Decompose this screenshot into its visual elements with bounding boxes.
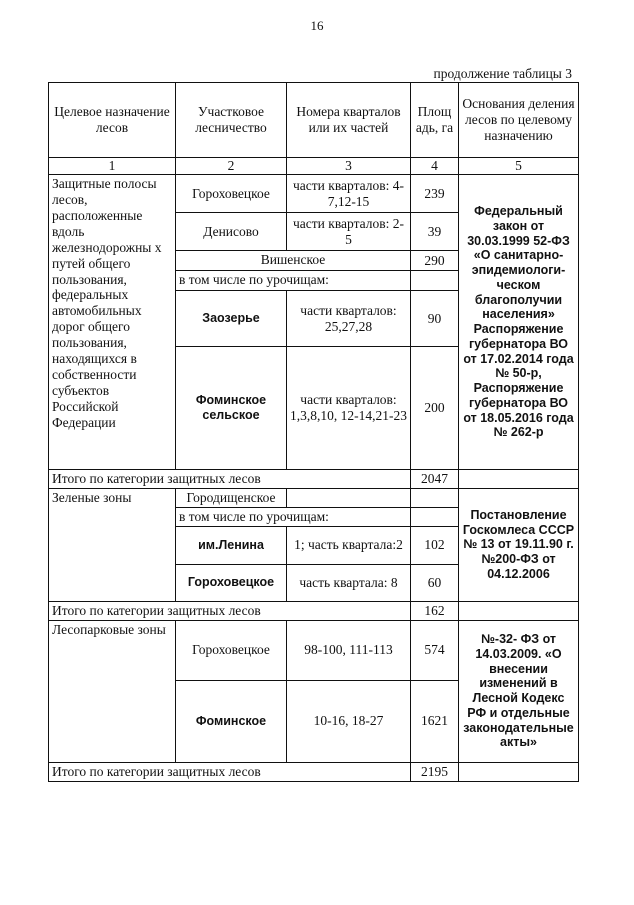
- purpose-green-zones: Зеленые зоны: [49, 488, 176, 601]
- purpose-protective-strips: Защитные полосы лесов, расположенные вдоль железнодорожны х путей общего пользования, федеральных автомобильных дорог общего пользования, находящихся в собственности субъектов Российской Федерации: [49, 175, 176, 470]
- quarters-cell: части кварталов: 25,27,28: [287, 291, 411, 347]
- empty-cell: [459, 762, 579, 781]
- col-number: 4: [411, 158, 459, 175]
- col-number: 3: [287, 158, 411, 175]
- forestry-cell: Фоминское: [176, 680, 287, 762]
- quarters-cell: части кварталов: 4-7,12-15: [287, 175, 411, 213]
- area-cell: 1621: [411, 680, 459, 762]
- forestry-cell: Городищенское: [176, 488, 287, 507]
- quarters-cell: части кварталов: 1,3,8,10, 12-14,21-23: [287, 347, 411, 470]
- including-tracts-label: в том числе по урочищам:: [176, 507, 411, 526]
- table-row: [49, 175, 579, 213]
- col-number: 2: [176, 158, 287, 175]
- area-cell: 200: [411, 347, 459, 470]
- forestry-cell: Заозерье: [176, 291, 287, 347]
- total-row: [49, 470, 579, 489]
- quarters-cell: часть квартала: 8: [287, 564, 411, 601]
- total-value: 2195: [411, 762, 459, 781]
- header-quarters: Номера кварталов или их частей: [287, 83, 411, 158]
- total-label: Итого по категории защитных лесов: [49, 470, 411, 489]
- basis-cell: №-32- ФЗ от 14.03.2009. «О внесении изменений в Лесной Кодекс РФ и отдельные законодательные акты»: [459, 620, 579, 762]
- forestry-cell: Денисово: [176, 213, 287, 251]
- including-tracts-label: в том числе по урочищам:: [176, 271, 411, 291]
- forestry-cell: Вишенское: [176, 251, 411, 271]
- header-forestry: Участковое лесничество: [176, 83, 287, 158]
- col-number: 1: [49, 158, 176, 175]
- forestry-cell: Гороховецкое: [176, 620, 287, 680]
- forestry-cell: Гороховецкое: [176, 564, 287, 601]
- table-row: [49, 620, 579, 680]
- quarters-cell: [287, 488, 411, 507]
- column-number-row: [49, 158, 579, 175]
- header-row: [49, 83, 579, 158]
- area-cell: [411, 507, 459, 526]
- quarters-cell: 1; часть квартала:2: [287, 526, 411, 564]
- header-basis: Основания деления лесов по целевому назначению: [459, 83, 579, 158]
- quarters-cell: 98-100, 111-113: [287, 620, 411, 680]
- table-row: [49, 488, 579, 507]
- total-value: 2047: [411, 470, 459, 489]
- forestry-cell: им.Ленина: [176, 526, 287, 564]
- area-cell: 290: [411, 251, 459, 271]
- header-area: Площ адь, га: [411, 83, 459, 158]
- col-number: 5: [459, 158, 579, 175]
- area-cell: 102: [411, 526, 459, 564]
- area-cell: [411, 271, 459, 291]
- purpose-forest-park-zones: Лесопарковые зоны: [49, 620, 176, 762]
- total-row: [49, 762, 579, 781]
- table-continuation-label: продолжение таблицы 3: [433, 66, 572, 81]
- area-cell: [411, 488, 459, 507]
- total-value: 162: [411, 601, 459, 620]
- forestry-cell: Гороховецкое: [176, 175, 287, 213]
- page-number: 16: [310, 18, 324, 33]
- total-label: Итого по категории защитных лесов: [49, 601, 411, 620]
- quarters-cell: 10-16, 18-27: [287, 680, 411, 762]
- area-cell: 90: [411, 291, 459, 347]
- empty-cell: [459, 601, 579, 620]
- header-purpose: Целевое назначение лесов: [49, 83, 176, 158]
- area-cell: 239: [411, 175, 459, 213]
- area-cell: 39: [411, 213, 459, 251]
- forest-purpose-table: [48, 82, 579, 782]
- area-cell: 574: [411, 620, 459, 680]
- empty-cell: [459, 470, 579, 489]
- basis-cell: Постановление Госкомлеса СССР № 13 от 19.11.90 г. №200-ФЗ от 04.12.2006: [459, 488, 579, 601]
- total-row: [49, 601, 579, 620]
- area-cell: 60: [411, 564, 459, 601]
- total-label: Итого по категории защитных лесов: [49, 762, 411, 781]
- forestry-cell: Фоминское сельское: [176, 347, 287, 470]
- basis-cell: Федеральный закон от 30.03.1999 52-ФЗ «О санитарно-эпидемиологи-ческом благополучии населения» Распоряжение губернатора ВО от 17.02.2014 года № 50-р, Распоряжение губернатора ВО от 18.05.2016 года № 262-р: [459, 175, 579, 470]
- quarters-cell: части кварталов: 2-5: [287, 213, 411, 251]
